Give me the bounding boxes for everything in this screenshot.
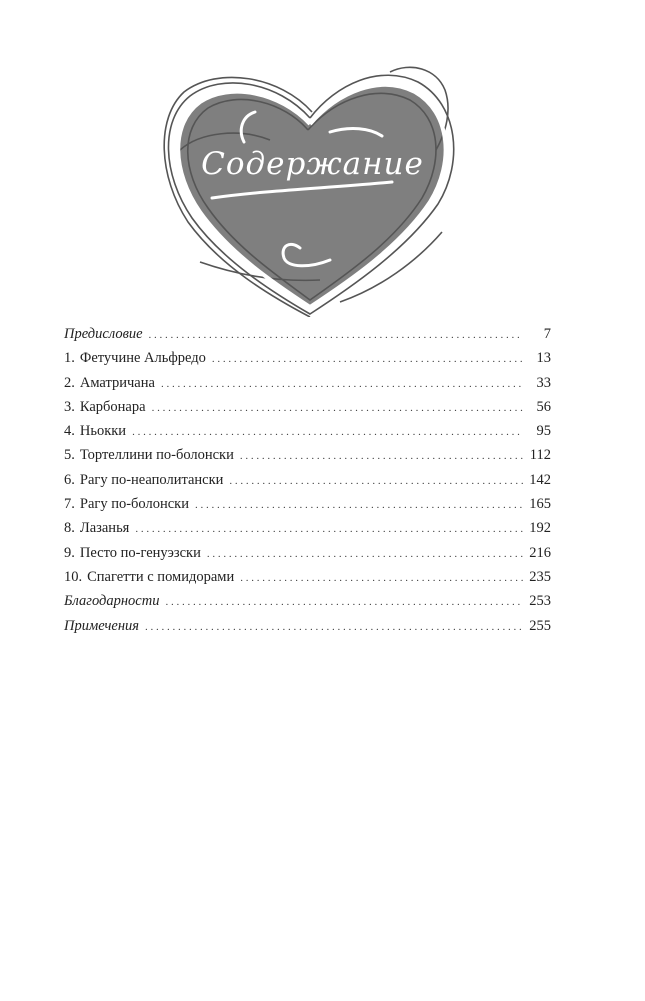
dot-leader xyxy=(195,496,523,513)
dot-leader xyxy=(212,350,523,367)
page-title: Содержание xyxy=(201,146,424,182)
dot-leader xyxy=(207,545,523,562)
dot-leader xyxy=(149,326,523,343)
dot-leader xyxy=(165,593,523,610)
toc-entry[interactable] xyxy=(64,350,551,374)
toc-entry[interactable] xyxy=(64,399,551,423)
toc-entry-number: 4. xyxy=(64,423,75,440)
dot-leader xyxy=(229,472,523,489)
toc-entry[interactable] xyxy=(64,520,551,544)
toc-entry[interactable] xyxy=(64,496,551,520)
toc-entry-title: Тортеллини по-болонски xyxy=(79,447,234,464)
toc-entry-number: 6. xyxy=(64,471,75,488)
toc-entry-page: 216 xyxy=(529,544,551,561)
dot-leader xyxy=(161,375,523,392)
toc-entry[interactable] xyxy=(64,423,551,447)
toc-entry[interactable] xyxy=(64,375,551,399)
toc-entry-title: Фетучине Альфредо xyxy=(79,350,206,367)
toc-entry[interactable] xyxy=(64,569,551,593)
toc-entry-page: 13 xyxy=(536,350,551,367)
toc-entry-page: 95 xyxy=(536,423,551,440)
heart-noodle-icon xyxy=(160,62,465,317)
dot-leader xyxy=(152,399,523,416)
dot-leader xyxy=(240,569,523,586)
toc-entry-title: Рагу по-болонски xyxy=(79,496,189,513)
toc-entry-page: 255 xyxy=(529,617,551,634)
toc-entry[interactable] xyxy=(64,472,551,496)
toc-entry-number: 10. xyxy=(64,568,83,585)
toc-entry-number: 7. xyxy=(64,496,75,513)
toc-entry-page: 7 xyxy=(543,326,551,342)
toc-entry-page: 192 xyxy=(529,520,551,537)
toc-entry-page: 142 xyxy=(529,471,551,488)
dot-leader xyxy=(145,618,523,635)
toc-entry-title: Спагетти с помидорами xyxy=(87,568,235,585)
toc-entry-page: 33 xyxy=(536,374,551,391)
toc-entry-title: Предисловие xyxy=(64,326,143,342)
toc-entry-title: Ньокки xyxy=(79,423,127,440)
toc-entry-title: Аматричана xyxy=(79,374,155,391)
toc-entry-page: 235 xyxy=(529,568,551,585)
contents-heart-emblem xyxy=(160,62,465,317)
toc-entry[interactable] xyxy=(64,545,551,569)
table-of-contents xyxy=(64,326,551,642)
dot-leader xyxy=(135,520,523,537)
toc-entry-number: 2. xyxy=(64,374,75,391)
toc-entry-page: 56 xyxy=(536,398,551,415)
toc-entry-title: Примечения xyxy=(64,617,140,634)
toc-entry-page: 253 xyxy=(529,593,551,610)
toc-entry-page: 112 xyxy=(529,447,551,464)
dot-leader xyxy=(132,423,523,440)
toc-entry[interactable] xyxy=(64,326,551,350)
toc-entry[interactable] xyxy=(64,618,551,642)
toc-entry-title: Благодарности xyxy=(64,593,160,610)
toc-entry-number: 1. xyxy=(64,350,75,367)
toc-entry[interactable] xyxy=(64,447,551,471)
toc-entry-title: Песто по-генуэзски xyxy=(79,544,201,561)
toc-entry-number: 3. xyxy=(64,398,75,415)
toc-entry-title: Карбонара xyxy=(79,398,146,415)
toc-entry-number: 9. xyxy=(64,544,75,561)
toc-entry[interactable] xyxy=(64,593,551,617)
toc-entry-title: Рагу по-неаполитански xyxy=(79,471,224,488)
toc-entry-number: 5. xyxy=(64,447,75,464)
toc-entry-page: 165 xyxy=(529,496,551,513)
toc-entry-number: 8. xyxy=(64,520,75,537)
dot-leader xyxy=(240,447,523,464)
toc-entry-title: Лазанья xyxy=(79,520,130,537)
